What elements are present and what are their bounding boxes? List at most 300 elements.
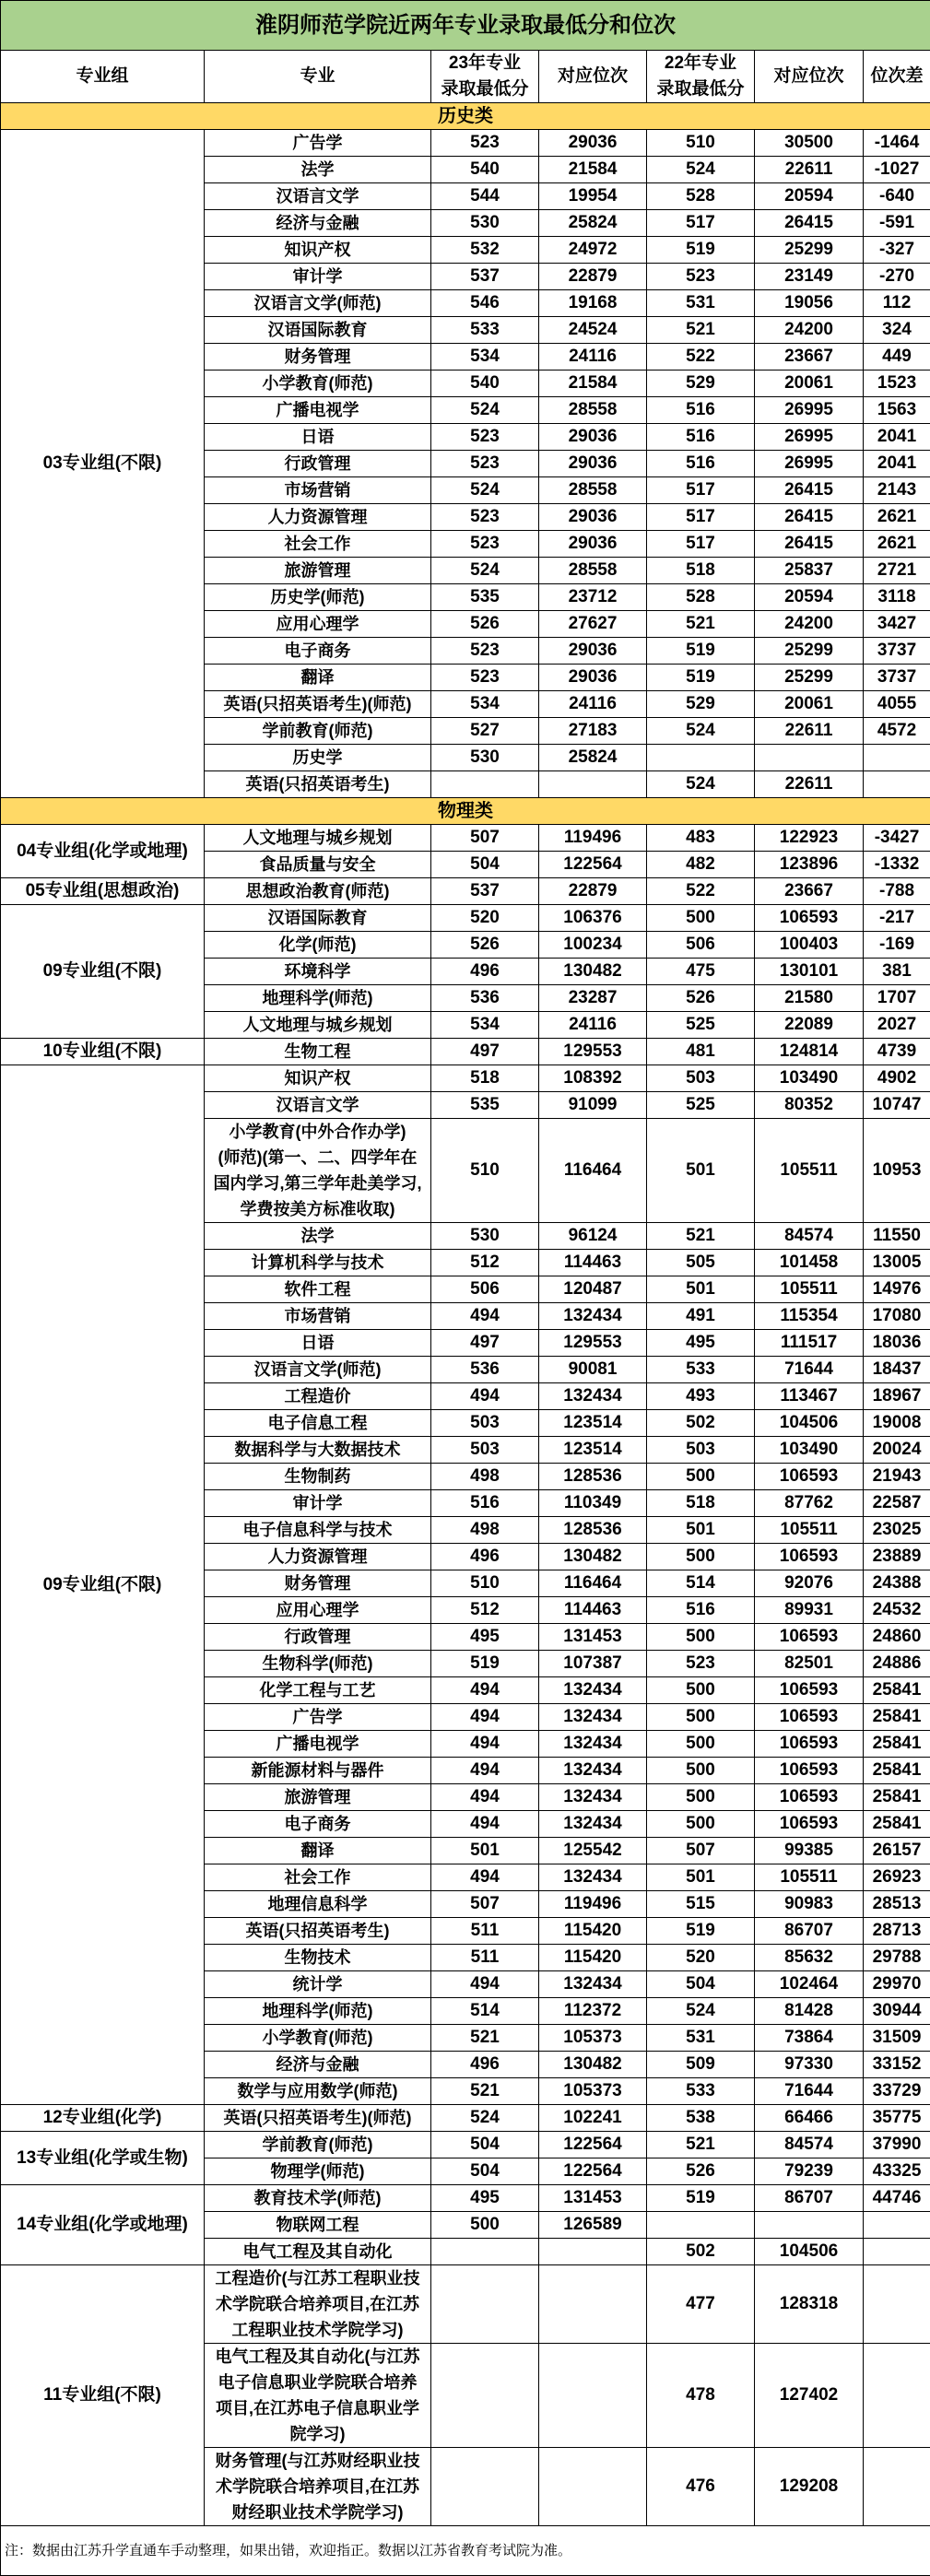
cell-score-22: 524 xyxy=(647,157,755,183)
cell-rank-23: 21584 xyxy=(539,371,647,397)
cell-major: 经济与金融 xyxy=(205,2052,431,2078)
table-row xyxy=(1,2105,930,2132)
cell-rank-23: 25824 xyxy=(539,210,647,237)
cell-major: 新能源材料与器件 xyxy=(205,1758,431,1784)
cell-score-23: 511 xyxy=(431,1918,539,1945)
cell-score-22: 525 xyxy=(647,1092,755,1119)
cell-score-22: 531 xyxy=(647,2025,755,2052)
cell-rank-22: 26415 xyxy=(755,477,864,504)
cell-rank-22: 106593 xyxy=(755,1677,864,1704)
cell-score-22: 475 xyxy=(647,959,755,985)
cell-rank-diff: -1027 xyxy=(864,157,930,183)
cell-rank-22: 130101 xyxy=(755,959,864,985)
cell-rank-diff: 24860 xyxy=(864,1624,930,1651)
cell-rank-diff: 26157 xyxy=(864,1838,930,1864)
cell-rank-diff: 29970 xyxy=(864,1971,930,1998)
cell-rank-diff: -3427 xyxy=(864,825,930,852)
cell-score-23: 504 xyxy=(431,852,539,878)
cell-rank-23: 128536 xyxy=(539,1464,647,1490)
cell-rank-23: 115420 xyxy=(539,1918,647,1945)
header-score-22: 22年专业 录取最低分 xyxy=(647,51,755,103)
cell-score-23: 507 xyxy=(431,1891,539,1918)
cell-rank-23: 108392 xyxy=(539,1065,647,1092)
cell-rank-23: 23287 xyxy=(539,985,647,1012)
cell-rank-22: 106593 xyxy=(755,1811,864,1838)
cell-major: 软件工程 xyxy=(205,1276,431,1303)
cell-major: 汉语言文学 xyxy=(205,1092,431,1119)
cell-major: 广告学 xyxy=(205,1704,431,1731)
cell-score-23: 523 xyxy=(431,130,539,157)
cell-score-23: 526 xyxy=(431,932,539,959)
cell-rank-22: 86707 xyxy=(755,1918,864,1945)
cell-score-23: 523 xyxy=(431,451,539,477)
cell-major: 生物科学(师范) xyxy=(205,1651,431,1677)
cell-major: 审计学 xyxy=(205,264,431,290)
cell-rank-22 xyxy=(755,2212,864,2239)
cell-major: 日语 xyxy=(205,424,431,451)
cell-major: 汉语国际教育 xyxy=(205,317,431,344)
cell-score-22: 521 xyxy=(647,1223,755,1250)
cell-rank-diff: 2621 xyxy=(864,504,930,531)
cell-score-23: 496 xyxy=(431,2052,539,2078)
cell-rank-22: 106593 xyxy=(755,905,864,932)
cell-rank-diff: 24532 xyxy=(864,1597,930,1624)
cell-score-22: 525 xyxy=(647,1012,755,1039)
cell-major: 应用心理学 xyxy=(205,1597,431,1624)
cell-major: 社会工作 xyxy=(205,531,431,558)
cell-score-22: 523 xyxy=(647,264,755,290)
table-row xyxy=(1,2265,930,2344)
cell-score-23: 540 xyxy=(431,157,539,183)
cell-rank-diff: 324 xyxy=(864,317,930,344)
footnote: 注：数据由江苏升学直通车手动整理，如果出错，欢迎指正。数据以江苏省教育考试院为准。 xyxy=(1,2526,930,2576)
cell-rank-23 xyxy=(539,2239,647,2265)
cell-rank-23: 29036 xyxy=(539,130,647,157)
cell-score-23: 524 xyxy=(431,477,539,504)
cell-rank-23 xyxy=(539,771,647,798)
group-name: 09专业组(不限) xyxy=(1,905,205,1039)
cell-major: 日语 xyxy=(205,1330,431,1357)
cell-rank-23: 114463 xyxy=(539,1250,647,1276)
cell-score-23: 530 xyxy=(431,210,539,237)
cell-rank-22: 26995 xyxy=(755,451,864,477)
cell-score-23: 530 xyxy=(431,745,539,771)
cell-score-23: 546 xyxy=(431,290,539,317)
cell-score-22: 502 xyxy=(647,1410,755,1437)
cell-rank-23: 132434 xyxy=(539,1971,647,1998)
cell-major: 人文地理与城乡规划 xyxy=(205,825,431,852)
cell-score-22: 502 xyxy=(647,2239,755,2265)
cell-rank-23: 130482 xyxy=(539,2052,647,2078)
cell-score-23 xyxy=(431,2448,539,2526)
cell-rank-22: 124814 xyxy=(755,1039,864,1065)
cell-rank-23: 24524 xyxy=(539,317,647,344)
cell-score-22: 495 xyxy=(647,1330,755,1357)
cell-score-22: 500 xyxy=(647,1464,755,1490)
cell-rank-23: 132434 xyxy=(539,1303,647,1330)
cell-rank-diff: 449 xyxy=(864,344,930,371)
cell-score-22: 510 xyxy=(647,130,755,157)
cell-score-22: 501 xyxy=(647,1517,755,1544)
cell-score-22: 520 xyxy=(647,1945,755,1971)
cell-score-23: 535 xyxy=(431,1092,539,1119)
cell-score-23: 506 xyxy=(431,1276,539,1303)
table-row xyxy=(1,130,930,157)
cell-major: 物理学(师范) xyxy=(205,2158,431,2185)
cell-rank-22: 23667 xyxy=(755,344,864,371)
cell-rank-23: 116464 xyxy=(539,1570,647,1597)
cell-rank-23: 126589 xyxy=(539,2212,647,2239)
cell-rank-22: 26995 xyxy=(755,397,864,424)
cell-rank-diff: 35775 xyxy=(864,2105,930,2132)
cell-rank-22: 24200 xyxy=(755,611,864,638)
cell-rank-23: 131453 xyxy=(539,2185,647,2212)
cell-score-23: 494 xyxy=(431,1971,539,1998)
cell-score-23: 523 xyxy=(431,665,539,691)
cell-major: 法学 xyxy=(205,157,431,183)
cell-score-22: 503 xyxy=(647,1065,755,1092)
cell-rank-23: 91099 xyxy=(539,1092,647,1119)
cell-score-22: 514 xyxy=(647,1570,755,1597)
cell-rank-22: 105511 xyxy=(755,1517,864,1544)
cell-rank-diff: 17080 xyxy=(864,1303,930,1330)
cell-major: 英语(只招英语考生) xyxy=(205,1918,431,1945)
cell-score-22: 501 xyxy=(647,1276,755,1303)
cell-rank-22: 89931 xyxy=(755,1597,864,1624)
cell-rank-23: 107387 xyxy=(539,1651,647,1677)
cell-score-23: 504 xyxy=(431,2132,539,2158)
cell-score-23: 524 xyxy=(431,397,539,424)
cell-score-23: 534 xyxy=(431,691,539,718)
cell-score-23: 501 xyxy=(431,1838,539,1864)
cell-score-22: 493 xyxy=(647,1383,755,1410)
group-name: 04专业组(化学或地理) xyxy=(1,825,205,878)
cell-score-23: 503 xyxy=(431,1437,539,1464)
cell-rank-22: 128318 xyxy=(755,2265,864,2344)
cell-score-23: 534 xyxy=(431,1012,539,1039)
cell-score-23: 494 xyxy=(431,1704,539,1731)
cell-rank-23: 120487 xyxy=(539,1276,647,1303)
cell-rank-diff: 28713 xyxy=(864,1918,930,1945)
cell-rank-22: 71644 xyxy=(755,1357,864,1383)
cell-rank-22: 22611 xyxy=(755,157,864,183)
cell-score-22: 482 xyxy=(647,852,755,878)
cell-rank-23: 24116 xyxy=(539,691,647,718)
cell-rank-22: 106593 xyxy=(755,1544,864,1570)
cell-rank-22: 79239 xyxy=(755,2158,864,2185)
cell-rank-22: 19056 xyxy=(755,290,864,317)
cell-score-23: 510 xyxy=(431,1570,539,1597)
cell-rank-22: 81428 xyxy=(755,1998,864,2025)
cell-major: 英语(只招英语考生) xyxy=(205,771,431,798)
cell-score-23: 496 xyxy=(431,1544,539,1570)
cell-rank-22: 20061 xyxy=(755,691,864,718)
cell-rank-23: 105373 xyxy=(539,2078,647,2105)
cell-rank-23: 122564 xyxy=(539,2132,647,2158)
cell-major: 环境科学 xyxy=(205,959,431,985)
cell-score-23: 494 xyxy=(431,1784,539,1811)
cell-score-23: 494 xyxy=(431,1731,539,1758)
cell-score-22: 500 xyxy=(647,1544,755,1570)
cell-major: 电子商务 xyxy=(205,1811,431,1838)
cell-rank-diff: 4902 xyxy=(864,1065,930,1092)
header-row xyxy=(1,51,930,103)
title-row xyxy=(1,1,930,51)
cell-score-23: 530 xyxy=(431,1223,539,1250)
cell-score-23: 498 xyxy=(431,1517,539,1544)
cell-rank-22: 106593 xyxy=(755,1731,864,1758)
cell-score-22: 517 xyxy=(647,531,755,558)
cell-rank-diff: 3737 xyxy=(864,638,930,665)
cell-major: 数据科学与大数据技术 xyxy=(205,1437,431,1464)
cell-score-22: 509 xyxy=(647,2052,755,2078)
group-name: 03专业组(不限) xyxy=(1,130,205,798)
cell-major: 电气工程及其自动化 xyxy=(205,2239,431,2265)
cell-major: 地理科学(师范) xyxy=(205,985,431,1012)
cell-score-23: 503 xyxy=(431,1410,539,1437)
cell-rank-diff: 31509 xyxy=(864,2025,930,2052)
cell-rank-23: 129553 xyxy=(539,1330,647,1357)
cell-rank-23: 110349 xyxy=(539,1490,647,1517)
cell-rank-23: 132434 xyxy=(539,1731,647,1758)
cell-major: 广告学 xyxy=(205,130,431,157)
cell-major: 财务管理 xyxy=(205,1570,431,1597)
cell-rank-23: 125542 xyxy=(539,1838,647,1864)
cell-major: 工程造价 xyxy=(205,1383,431,1410)
cell-rank-23 xyxy=(539,2448,647,2526)
table-row xyxy=(1,878,930,905)
cell-rank-22: 84574 xyxy=(755,1223,864,1250)
cell-rank-23: 102241 xyxy=(539,2105,647,2132)
cell-rank-22: 103490 xyxy=(755,1437,864,1464)
cell-rank-22: 100403 xyxy=(755,932,864,959)
cell-score-23: 510 xyxy=(431,1119,539,1223)
cell-score-22: 531 xyxy=(647,290,755,317)
cell-score-22: 477 xyxy=(647,2265,755,2344)
cell-rank-diff xyxy=(864,2344,930,2448)
cell-rank-diff: 1523 xyxy=(864,371,930,397)
cell-rank-23: 21584 xyxy=(539,157,647,183)
table-row xyxy=(1,1065,930,1092)
cell-major: 行政管理 xyxy=(205,1624,431,1651)
cell-rank-diff: 25841 xyxy=(864,1731,930,1758)
cell-score-22: 517 xyxy=(647,210,755,237)
cell-rank-22: 23149 xyxy=(755,264,864,290)
header-rank-23: 对应位次 xyxy=(539,51,647,103)
cell-rank-23: 29036 xyxy=(539,504,647,531)
cell-score-23: 495 xyxy=(431,1624,539,1651)
cell-score-22: 523 xyxy=(647,1651,755,1677)
cell-score-22: 500 xyxy=(647,1624,755,1651)
cell-rank-diff: 4572 xyxy=(864,718,930,745)
cell-rank-22: 104506 xyxy=(755,2239,864,2265)
cell-major: 汉语言文学(师范) xyxy=(205,290,431,317)
cell-rank-22: 82501 xyxy=(755,1651,864,1677)
cell-score-22: 500 xyxy=(647,1677,755,1704)
cell-rank-23: 27627 xyxy=(539,611,647,638)
cell-rank-diff: 14976 xyxy=(864,1276,930,1303)
group-name: 05专业组(思想政治) xyxy=(1,878,205,905)
cell-score-22: 517 xyxy=(647,504,755,531)
header-rank-diff: 位次差 xyxy=(864,51,930,103)
cell-score-23: 518 xyxy=(431,1065,539,1092)
cell-rank-23: 132434 xyxy=(539,1811,647,1838)
cell-score-22: 522 xyxy=(647,878,755,905)
cell-rank-23: 123514 xyxy=(539,1437,647,1464)
cell-rank-22: 105511 xyxy=(755,1276,864,1303)
cell-score-23: 494 xyxy=(431,1677,539,1704)
cell-rank-diff: 4739 xyxy=(864,1039,930,1065)
cell-major: 计算机科学与技术 xyxy=(205,1250,431,1276)
cell-rank-23: 24116 xyxy=(539,1012,647,1039)
cell-major: 地理科学(师范) xyxy=(205,1998,431,2025)
cell-rank-diff: 24886 xyxy=(864,1651,930,1677)
cell-major: 食品质量与安全 xyxy=(205,852,431,878)
cell-rank-23: 22879 xyxy=(539,264,647,290)
cell-rank-23: 28558 xyxy=(539,558,647,584)
cell-rank-22 xyxy=(755,745,864,771)
table-row xyxy=(1,2185,930,2212)
cell-score-22: 500 xyxy=(647,1704,755,1731)
cell-rank-22: 122923 xyxy=(755,825,864,852)
cell-score-22: 533 xyxy=(647,1357,755,1383)
cell-rank-diff: 2041 xyxy=(864,451,930,477)
cell-score-22: 519 xyxy=(647,665,755,691)
cell-rank-23: 123514 xyxy=(539,1410,647,1437)
cell-rank-diff: 18036 xyxy=(864,1330,930,1357)
cell-major: 历史学(师范) xyxy=(205,584,431,611)
cell-rank-diff: 18967 xyxy=(864,1383,930,1410)
cell-major: 历史学 xyxy=(205,745,431,771)
cell-rank-23: 130482 xyxy=(539,959,647,985)
cell-rank-23: 132434 xyxy=(539,1383,647,1410)
header-group: 专业组 xyxy=(1,51,205,103)
group-name: 11专业组(不限) xyxy=(1,2265,205,2526)
cell-score-23 xyxy=(431,2344,539,2448)
cell-rank-23: 29036 xyxy=(539,638,647,665)
cell-rank-diff: -1332 xyxy=(864,852,930,878)
cell-rank-22: 25299 xyxy=(755,638,864,665)
cell-rank-23: 96124 xyxy=(539,1223,647,1250)
cell-rank-22: 22611 xyxy=(755,718,864,745)
cell-score-23: 494 xyxy=(431,1303,539,1330)
cell-rank-22: 84574 xyxy=(755,2132,864,2158)
cell-rank-diff: 30944 xyxy=(864,1998,930,2025)
table-row xyxy=(1,1039,930,1065)
cell-score-22: 518 xyxy=(647,558,755,584)
cell-rank-diff: 2041 xyxy=(864,424,930,451)
cell-rank-22: 85632 xyxy=(755,1945,864,1971)
cell-rank-23: 19954 xyxy=(539,183,647,210)
cell-rank-23: 132434 xyxy=(539,1864,647,1891)
cell-rank-diff: 3737 xyxy=(864,665,930,691)
cell-rank-22: 26415 xyxy=(755,504,864,531)
cell-rank-diff: 25841 xyxy=(864,1677,930,1704)
table-row xyxy=(1,905,930,932)
cell-rank-23: 119496 xyxy=(539,825,647,852)
cell-major: 生物制药 xyxy=(205,1464,431,1490)
cell-score-22: 516 xyxy=(647,424,755,451)
cell-major: 生物技术 xyxy=(205,1945,431,1971)
cell-rank-23: 122564 xyxy=(539,2158,647,2185)
cell-rank-23: 105373 xyxy=(539,2025,647,2052)
cell-score-23: 494 xyxy=(431,1383,539,1410)
cell-score-22: 533 xyxy=(647,2078,755,2105)
cell-major: 财务管理 xyxy=(205,344,431,371)
cell-score-22 xyxy=(647,745,755,771)
cell-rank-23: 29036 xyxy=(539,451,647,477)
cell-score-22: 528 xyxy=(647,183,755,210)
table-title: 淮阴师范学院近两年专业录取最低分和位次 xyxy=(1,1,930,51)
cell-rank-23: 28558 xyxy=(539,477,647,504)
cell-major: 汉语国际教育 xyxy=(205,905,431,932)
cell-rank-22: 87762 xyxy=(755,1490,864,1517)
cell-major: 广播电视学 xyxy=(205,1731,431,1758)
cell-score-22: 478 xyxy=(647,2344,755,2448)
cell-score-22 xyxy=(647,2212,755,2239)
cell-major: 市场营销 xyxy=(205,1303,431,1330)
cell-score-23: 519 xyxy=(431,1651,539,1677)
cell-score-22: 500 xyxy=(647,1731,755,1758)
cell-score-22: 501 xyxy=(647,1119,755,1223)
cell-major: 审计学 xyxy=(205,1490,431,1517)
cell-rank-23: 131453 xyxy=(539,1624,647,1651)
cell-rank-22: 25299 xyxy=(755,665,864,691)
cell-score-23: 535 xyxy=(431,584,539,611)
cell-rank-diff: 4055 xyxy=(864,691,930,718)
cell-rank-22: 97330 xyxy=(755,2052,864,2078)
cell-major: 经济与金融 xyxy=(205,210,431,237)
cell-rank-23: 25824 xyxy=(539,745,647,771)
cell-score-23: 500 xyxy=(431,2212,539,2239)
cell-major: 生物工程 xyxy=(205,1039,431,1065)
cell-score-22: 515 xyxy=(647,1891,755,1918)
cell-score-23 xyxy=(431,2239,539,2265)
cell-rank-22: 127402 xyxy=(755,2344,864,2448)
section-row xyxy=(1,103,930,130)
cell-rank-diff: 1563 xyxy=(864,397,930,424)
cell-major: 小学教育(师范) xyxy=(205,371,431,397)
cell-score-23: 524 xyxy=(431,2105,539,2132)
cell-rank-22: 30500 xyxy=(755,130,864,157)
cell-score-22: 519 xyxy=(647,2185,755,2212)
cell-rank-22: 20061 xyxy=(755,371,864,397)
cell-rank-22: 26415 xyxy=(755,531,864,558)
cell-rank-23: 24972 xyxy=(539,237,647,264)
cell-rank-23: 28558 xyxy=(539,397,647,424)
cell-rank-diff: 2621 xyxy=(864,531,930,558)
cell-rank-22: 86707 xyxy=(755,2185,864,2212)
cell-rank-23 xyxy=(539,2265,647,2344)
group-name: 13专业组(化学或生物) xyxy=(1,2132,205,2185)
cell-rank-diff: 25841 xyxy=(864,1704,930,1731)
cell-score-22: 500 xyxy=(647,905,755,932)
cell-rank-diff: 24388 xyxy=(864,1570,930,1597)
section-label: 物理类 xyxy=(1,798,930,825)
cell-score-23: 523 xyxy=(431,424,539,451)
cell-rank-23: 29036 xyxy=(539,531,647,558)
cell-rank-22: 21580 xyxy=(755,985,864,1012)
cell-score-22: 519 xyxy=(647,638,755,665)
cell-score-22: 529 xyxy=(647,691,755,718)
cell-major: 英语(只招英语考生)(师范) xyxy=(205,691,431,718)
cell-major: 行政管理 xyxy=(205,451,431,477)
cell-rank-22: 71644 xyxy=(755,2078,864,2105)
cell-score-22: 491 xyxy=(647,1303,755,1330)
cell-score-23: 514 xyxy=(431,1998,539,2025)
cell-score-22: 506 xyxy=(647,932,755,959)
cell-rank-diff: 19008 xyxy=(864,1410,930,1437)
